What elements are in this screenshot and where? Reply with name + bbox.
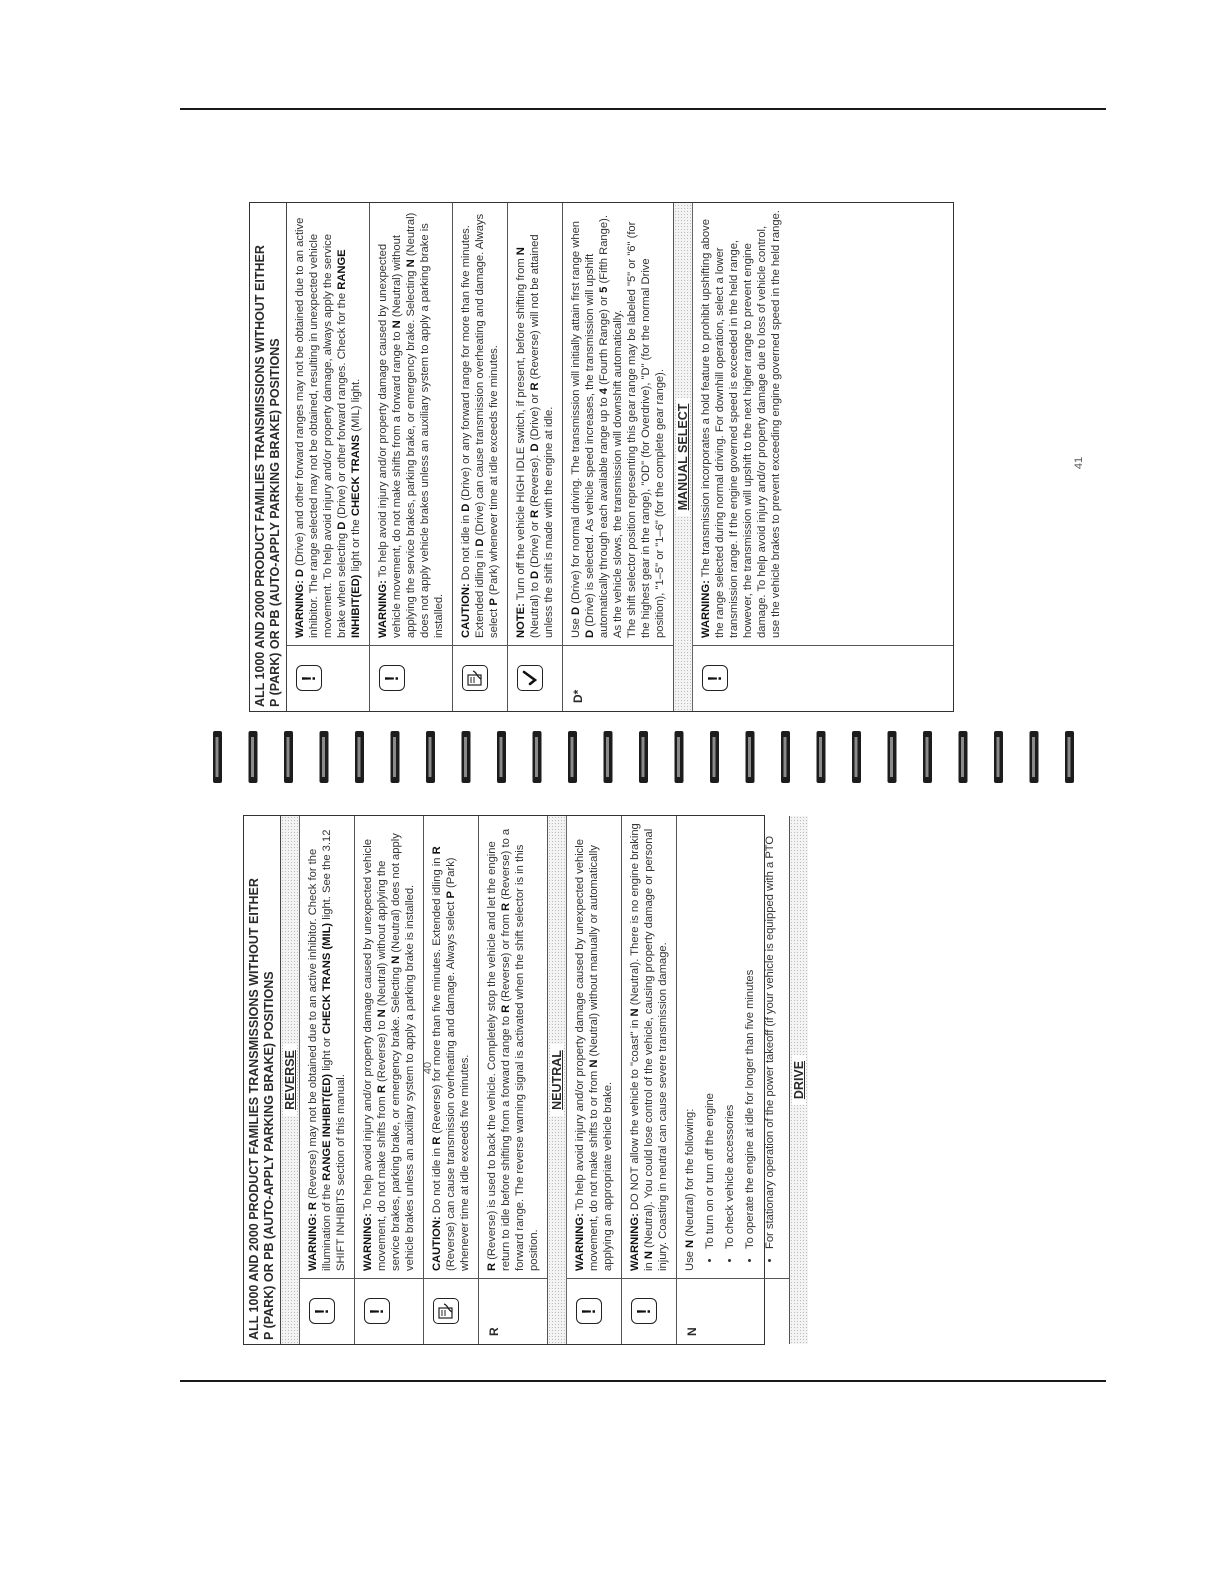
right-page-title: ALL 1000 AND 2000 PRODUCT FAMILIES TRANSMISSIONS WITHOUT EITHER P (PARK) OR PB (AUTO-APPLY PARKING BRAKE) POSITIONS — [250, 203, 287, 711]
right-page — [249, 202, 954, 712]
spiral-coil — [675, 731, 684, 783]
spiral-coil — [817, 731, 826, 783]
reverse-r-description: R R (Reverse) is used to back the vehicle. Completely stop the vehicle and let the engine return to idle before shifting from a forward range to R (Reverse) or from R (Reverse) to a forward range. The reverse warning signal is activated when the shift selector is in this position. — [479, 816, 548, 1344]
spiral-coil — [426, 731, 435, 783]
drive-warning-2: ! WARNING: To help avoid injury and/or property damage caused by unexpected vehicle movement, do not make shifts from a forward range to N (Neutral) without applying the service brakes, parking brake, or emergency brake. Selecting N (Neutral) does not apply vehicle brakes unless an auxiliary system to apply a parking brake is installed. — [370, 203, 453, 711]
spiral-coil — [568, 731, 577, 783]
list-item: • To turn on or turn off the engine — [703, 823, 717, 1249]
spiral-coil — [781, 731, 790, 783]
section-manual-select: MANUAL SELECT — [674, 203, 693, 711]
spiral-coil — [533, 731, 542, 783]
spiral-coil — [213, 731, 222, 783]
caution-hand-book-icon — [433, 1299, 459, 1325]
spiral-coil — [1065, 731, 1074, 783]
left-table — [243, 815, 806, 1345]
spiral-coil — [355, 731, 364, 783]
spiral-coil — [284, 731, 293, 783]
section-drive: DRIVE — [790, 816, 808, 1344]
spiral-coil — [710, 731, 719, 783]
list-item: • For stationary operation of the power takeoff (if your vehicle is equipped with a PTO — [763, 823, 777, 1249]
spiral-coil — [923, 731, 932, 783]
spiral-coil — [852, 731, 861, 783]
spiral-coil — [497, 731, 506, 783]
spiral-coil — [249, 731, 258, 783]
manual-warning: ! WARNING: The transmission incorporates a hold feature to prohibit upshifting above the range selected during normal driving. For downhill operation, select a lower transmission range. If the engine governed speed is exceeded in the held range, however, the transmission will upshift to the next higher range to prevent engine damage. To help avoid injury and/or property damage due to loss of vehicle control, use the vehicle brakes to prevent exceeding engine governed speed in the held range. — [693, 203, 953, 711]
spiral-binding — [205, 727, 1085, 787]
reverse-warning-2: ! WARNING: To help avoid injury and/or property damage caused by unexpected vehicle movement, do not make shifts from R (Reverse) to N (Neutral) without applying the service brakes, parking brake, or emergency brake. Selecting N (Neutral) does not apply vehicle brakes unless an auxiliary system to apply a parking brake is installed. — [355, 816, 424, 1344]
page-number-left: 40 — [422, 1061, 435, 1075]
spiral-coil — [391, 731, 400, 783]
section-reverse: REVERSE — [281, 816, 300, 1344]
warning-icon: ! — [309, 1299, 335, 1325]
spiral-coil — [888, 731, 897, 783]
section-neutral: NEUTRAL — [548, 816, 567, 1344]
spiral-coil — [320, 731, 329, 783]
spiral-coil — [604, 731, 613, 783]
warning-icon: ! — [296, 666, 322, 692]
top-rule — [180, 108, 1106, 110]
page-number-right: 41 — [1073, 456, 1086, 470]
reverse-warning-1: ! WARNING: R (Reverse) may not be obtained due to an active inhibitor. Check for the illumination of the RANGE INHIBIT(ED) light or CHECK TRANS (MIL) light. See the 3.12 SHIFT INHIBITS section of this manual. — [300, 816, 355, 1344]
drive-caution: CAUTION: Do not idle in D (Drive) or any forward range for more than five minutes. Extended idling in D (Drive) can cause transmission overheating and damage. Always select P (Park) whenever time at idle exceeds five minutes. — [453, 203, 508, 711]
neutral-warning-2: ! WARNING: DO NOT allow the vehicle to "coast" in N (Neutral). There is no engine braking in N (Neutral). You could lose control of the vehicle, causing property damage or personal injury. Coasting in neutral can cause severe transmission damage. — [622, 816, 677, 1344]
spiral-coil — [462, 731, 471, 783]
spiral-coil — [1030, 731, 1039, 783]
bottom-rule — [180, 1380, 1106, 1382]
warning-icon: ! — [364, 1299, 390, 1325]
warning-icon: ! — [702, 666, 728, 692]
note-check-icon — [517, 666, 543, 692]
spiral-coil — [959, 731, 968, 783]
warning-icon: ! — [631, 1299, 657, 1325]
warning-icon: ! — [379, 666, 405, 692]
reverse-caution: CAUTION: Do not idle in R (Reverse) for more than five minutes. Extended idling in R (Reverse) can cause transmission overheating and damage. Always select P (Park) whenever time at idle exceeds five minutes. — [424, 816, 479, 1344]
drive-d-description: D* Use D (Drive) for normal driving. The transmission will initially attain first range when D (Drive) is selected. As vehicle speed increases, the transmission will upshift automatically through each available range up to 4 (Fourth Range) or 5 (Fifth Range). As the vehicle slows, the transmission will downshift automatically. The shift selector position representing this gear range may be labeled "5" or "6" (for the highest gear in the range), "OD" (for Overdrive), "D" (for the normal Drive position), "1–5" or "1–6" (for the complete gear range). — [563, 203, 674, 711]
drive-warning-1: ! WARNING: D (Drive) and other forward ranges may not be obtained due to an active inhibitor. The range selected may not be obtained, resulting in unexpected vehicle movement. To help avoid injury and/or property damage, always apply the service brake when selecting D (Drive) or other forward ranges. Check for the RANGE INHIBIT(ED) light or the CHECK TRANS (MIL) light. — [287, 203, 370, 711]
neutral-n-description: N Use N (Neutral) for the following: • To turn on or turn off the engine • To check vehicle accessories • To operate the engine at idle for longer than five minutes • For stationary operation of the power takeoff (if your vehicle is equipped with a PTO — [677, 816, 790, 1344]
neutral-uses-list — [703, 823, 777, 1271]
drive-note: NOTE: Turn off the vehicle HIGH IDLE switch, if present, before shifting from N (Neutral) to D (Drive) or R (Reverse). D (Drive) or R (Reverse) will not be attained unless the shift is made with the engine at idle. — [508, 203, 563, 711]
list-item: • To check vehicle accessories — [723, 823, 737, 1249]
spiral-coil — [994, 731, 1003, 783]
list-item: • To operate the engine at idle for longer than five minutes — [743, 823, 757, 1249]
left-page-title: ALL 1000 AND 2000 PRODUCT FAMILIES TRANSMISSIONS WITHOUT EITHER P (PARK) OR PB (AUTO-APPLY PARKING BRAKE) POSITIONS — [244, 816, 281, 1344]
warning-icon: ! — [576, 1299, 602, 1325]
right-table — [249, 202, 954, 712]
spiral-coil — [639, 731, 648, 783]
spiral-coil — [746, 731, 755, 783]
left-page — [243, 815, 806, 1345]
neutral-warning-1: ! WARNING: To help avoid injury and/or property damage caused by unexpected vehicle movement, do not make shifts to or from N (Neutral) without manually or automatically applying an appropriate vehicle brake. — [567, 816, 622, 1344]
caution-hand-book-icon — [462, 666, 488, 692]
